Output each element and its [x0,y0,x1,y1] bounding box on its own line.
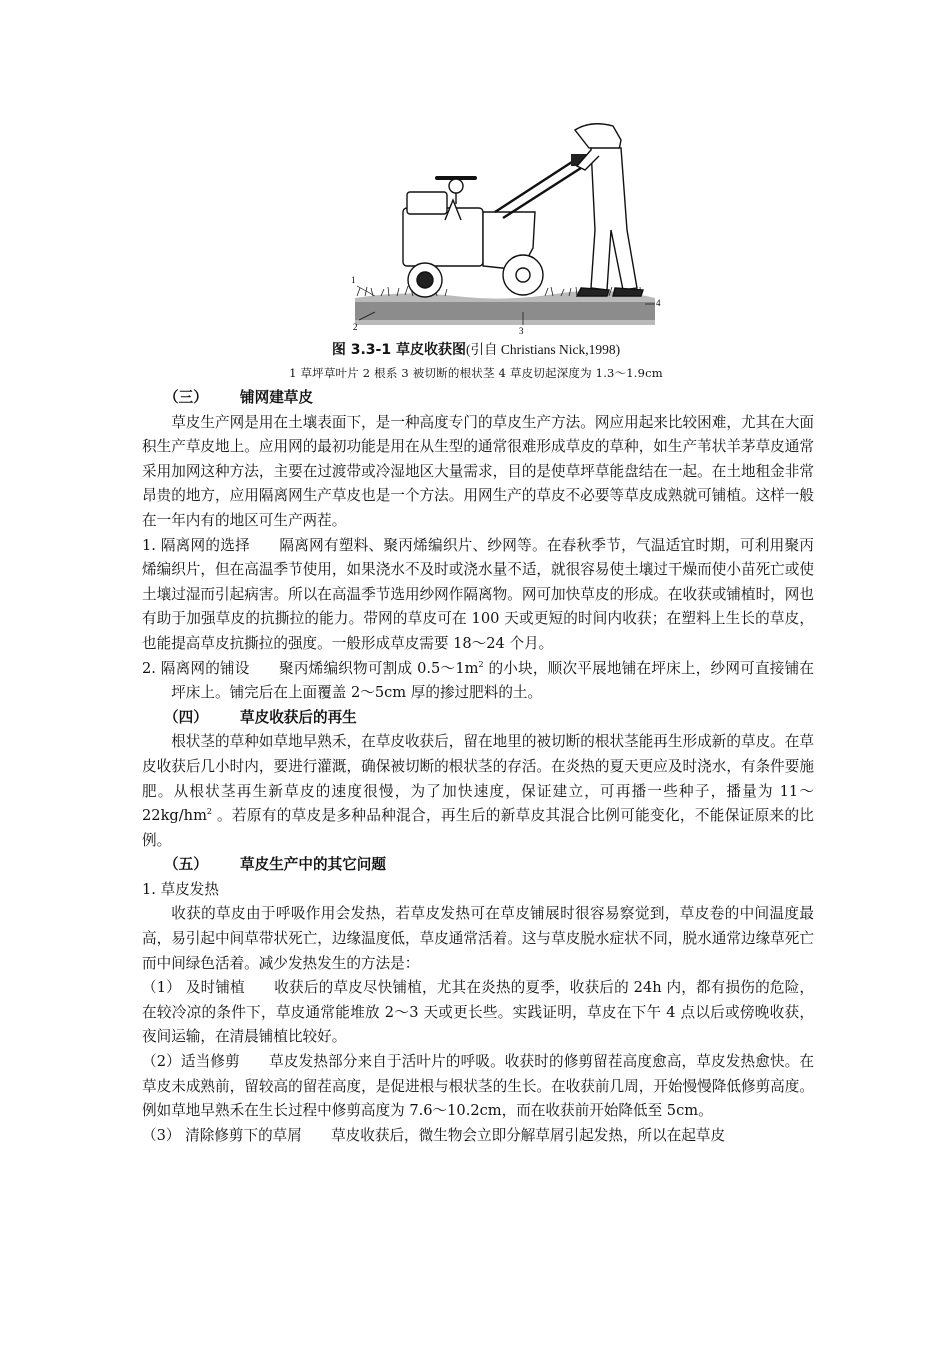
figure-caption [0,340,952,360]
figure-source: (引自 Christians Nick,1998) [465,342,621,357]
list-item-head: （2）适当修剪 [142,1053,240,1071]
figure-legend: 1 草坪草叶片 2 根系 3 被切断的根状茎 4 草皮切起深度为 1.3～1.9cm [289,366,663,380]
body-text [142,386,814,1148]
list-item [142,1050,814,1124]
list-item [142,1124,814,1149]
subheading: 1. 草皮发热 [142,880,219,898]
list-item [142,534,814,657]
list-item-head: （3） 清除修剪下的草屑 [142,1126,302,1144]
list-item-head: 2. 隔离网的铺设 [142,659,250,677]
list-item [142,976,814,1050]
paragraph-text: 根状茎的草种如草地早熟禾，在草皮收获后，留在地里的被切断的根状茎能再生形成新的草皮。在草皮收获后几小时内，要进行灌溉，确保被切断的根状茎的存活。在炎热的夏天更应及时浇水，有条件要施肥。从根状茎再生新草皮的速度很慢，为了加快速度，保证建立，可再播一些种子，播量为 11～22kg/hm [142,733,814,825]
section-number: （三） [164,389,208,406]
section-title: 草皮收获后的再生 [240,708,357,726]
list-item-body: 草皮发热部分来自于活叶片的呼吸。收获时的修剪留茬高度愈高，草皮发热愈快。在草皮未成熟前，留较高的留茬高度，是促进根与根状茎的生长。在收获前几周，开始慢慢降低修剪高度。例如草地早熟禾在生长过程中修剪高度为 7.6～10.2cm，而在收获前开始降低至 5cm。 [142,1053,814,1120]
sod-cutter-illustration [345,120,665,335]
figure-label: 图 3.3-1 草皮收获图 [331,342,466,358]
callout-2: 2 [353,322,358,332]
section-heading-5 [142,853,814,878]
paragraph: 收获的草皮由于呼吸作用会发热，若草皮发热可在草皮铺展时很容易察觉到，草皮卷的中间温度最高，易引起中间草带状死亡，边缘温度低，草皮通常活着。这与草皮脱水症状不同，脱水通常边缘草死亡而中间绿色活着。减少发热发生的方法是： [142,905,814,972]
list-item-head: 1. 隔离网的选择 [142,536,250,554]
paragraph-text: 。若原有的草皮是多种品种混合，再生后的新草皮其混合比例可能变化，不能保证原来的比例。 [142,807,814,849]
superscript: 2 [206,807,213,817]
paragraph [142,730,814,853]
callout-1: 1 [351,275,356,285]
callout-4: 4 [656,298,661,308]
list-item-body: 隔离网有塑料、聚丙烯编织片、纱网等。在春秋季节，气温适宜时期，可利用聚丙烯编织片，但在高温季节使用，如果浇水不及时或浇水量不适，就很容易使土壤过干燥而使小苗死亡或使土壤过湿而引起病害。所以在高温季节选用纱网作隔离物。网可加快草皮的形成。在收获或铺植时，网也有助于加强草皮的抗撕拉的能力。带网的草皮可在 100 天或更短的时间内收获；在塑料上生长的草皮，也能提高草皮抗撕拉的强度。一般形成草皮需要 18～24 个月。 [142,536,814,652]
list-item-body: 草皮收获后，微生物会立即分解草屑引起发热，所以在起草皮 [331,1126,726,1144]
superscript: 2 [478,659,484,669]
section-title: 草皮生产中的其它问题 [240,856,386,874]
list-item-head: （1） 及时铺植 [142,979,245,997]
callout-3: 3 [519,326,524,335]
section-heading-4 [142,706,814,731]
section-title: 铺网建草皮 [240,389,313,406]
section-number: （五） [164,856,208,874]
list-item-body: 收获后的草皮尽快铺植，尤其在炎热的夏季，收获后的 24h 内，都有损伤的危险，在较冷凉的条件下，草皮通常能堆放 2～3 天或更长些。实践证明，草皮在下午 4 点以后或傍晚收获，夜间运输，在清晨铺植比较好。 [142,979,814,1046]
paragraph: 草皮生产网是用在土壤表面下，是一种高度专门的草皮生产方法。网应用起来比较困难，尤其在大面积生产草皮地上。应用网的最初功能是用在从生型的通常很难形成草皮的草种，如生产苇状羊茅草皮通常采用加网这种方法，主要在过渡带或冷湿地区大量需求，目的是使草坪草能盘结在一起。在土地租金非常昂贵的地方，应用隔离网生产草皮也是一个方法。用网生产的草皮不必要等草皮成熟就可铺植。这样一般在一年内有的地区可生产两茬。 [142,413,814,529]
list-item-body: 聚丙烯编织物可割成 0.5～1m [278,659,479,677]
section-number: （四） [164,708,208,726]
section-heading-3 [142,386,814,411]
list-item-body: 的小块，顺次平展地铺在坪床上，纱网可直接铺在坪床上。铺完后在上面覆盖 2～5cm 厚的掺过肥料的土。 [171,659,814,702]
list-item [142,657,814,706]
